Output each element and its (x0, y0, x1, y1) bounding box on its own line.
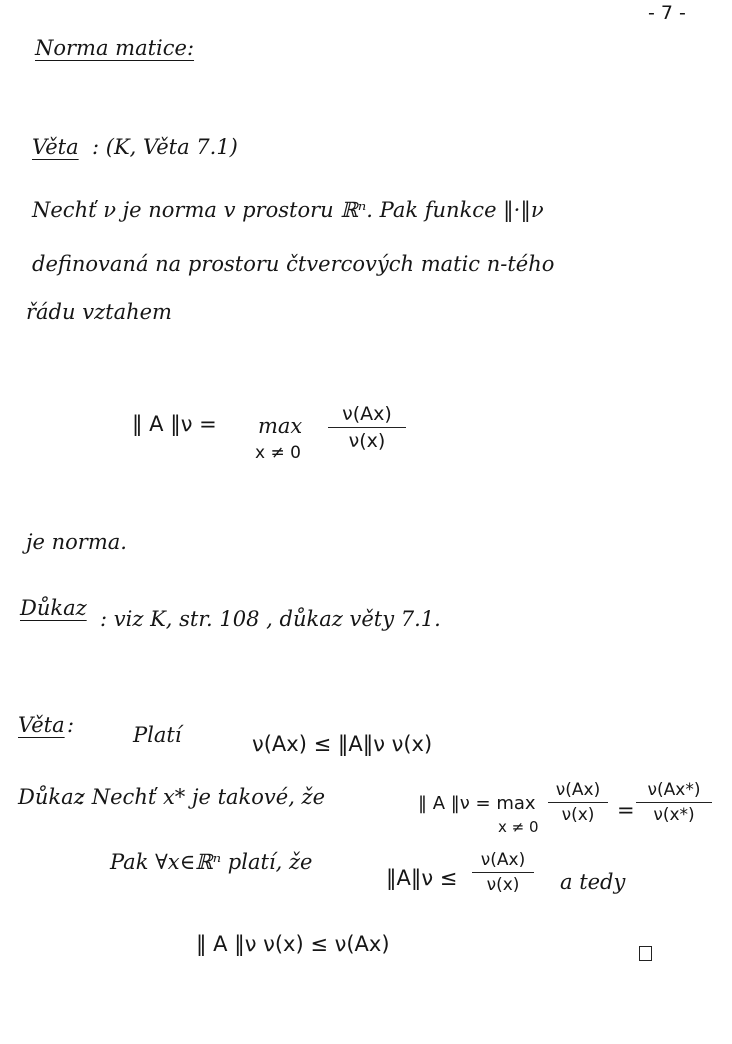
proof-ineq-denominator: ν(x) (486, 875, 520, 895)
proof-fraction-2 (636, 780, 712, 825)
proof-final-formula: ‖ A ‖ν ν(x) ≤ ν(Ax) (196, 932, 390, 956)
formula-max: max (258, 414, 303, 438)
theorem-colon: : (67, 713, 75, 737)
proof-text-line: Pak ∀x∈ℝⁿ platí, že (110, 850, 313, 874)
formula-numerator: ν(Ax) (328, 403, 406, 428)
proof-label: Důkaz (18, 785, 85, 809)
proof-ineq-tail: a tedy (560, 870, 626, 894)
theorem-text-line: řádu vztahem (26, 300, 172, 324)
formula-subscript: x ≠ 0 (255, 443, 301, 463)
proof-text: : Nechť x* je takové, že (78, 785, 326, 809)
proof-ineq-numerator: ν(Ax) (472, 850, 534, 873)
proof-eq-lhs: ‖ A ‖ν = max (418, 793, 536, 814)
formula-denominator: ν(x) (348, 430, 386, 452)
proof-eq-subscript: x ≠ 0 (498, 818, 539, 836)
theorem-conclusion: je norma. (26, 530, 127, 554)
proof-ineq-fraction (472, 850, 534, 895)
proof-ineq-lhs: ‖A‖ν ≤ (386, 866, 458, 890)
theorem-text-line: definovaná na prostoru čtvercových matic n-tého (32, 252, 555, 276)
theorem-label: Věta (32, 135, 79, 159)
proof-equals: = (617, 798, 635, 822)
proof-fraction2-denominator: ν(x*) (653, 805, 695, 825)
proof-label: Důkaz (20, 596, 87, 620)
proof-fraction (548, 780, 608, 825)
formula-lhs: ‖ A ‖ν = (132, 412, 217, 436)
proof-fraction-denominator: ν(x) (561, 805, 595, 825)
theorem-formula: ν(Ax) ≤ ‖A‖ν ν(x) (252, 732, 433, 756)
proof-text: : viz K, str. 108 , důkaz věty 7.1. (100, 607, 441, 631)
qed-square-icon (639, 946, 652, 961)
proof-fraction-numerator: ν(Ax) (548, 780, 608, 803)
theorem-label: Věta (18, 713, 65, 737)
proof-fraction2-numerator: ν(Ax*) (636, 780, 712, 803)
theorem-reference: : (K, Věta 7.1) (92, 135, 238, 159)
theorem-text-line: Nechť ν je norma v prostoru ℝⁿ. Pak funkce ‖·‖ν (32, 198, 544, 222)
formula-fraction (328, 403, 406, 452)
page-number: - 7 - (648, 2, 686, 24)
page-heading: Norma matice: (35, 36, 195, 60)
theorem-text: Platí (133, 723, 182, 747)
